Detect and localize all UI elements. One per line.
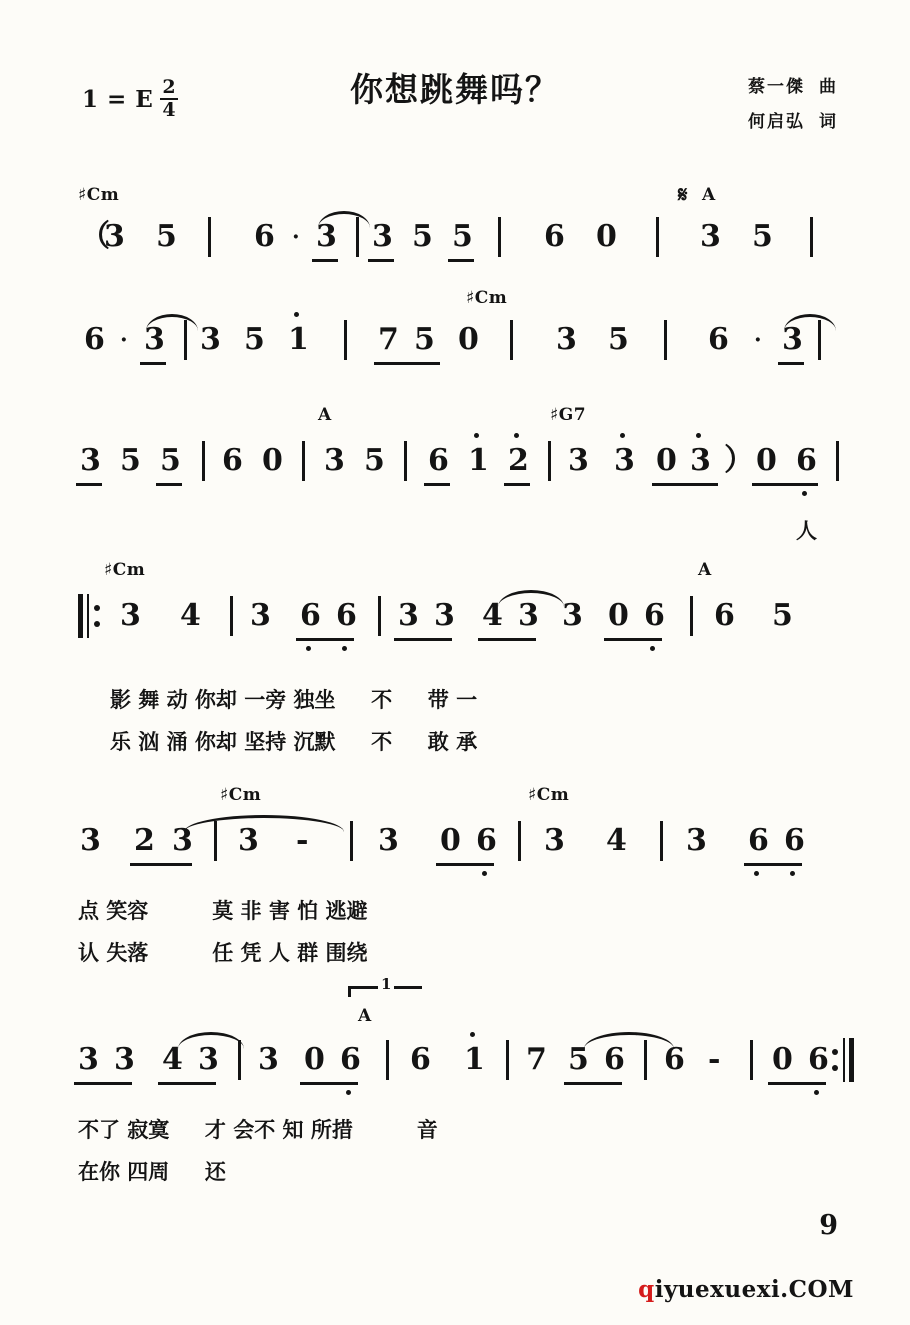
barline (350, 821, 353, 861)
barline (378, 596, 381, 636)
chord-symbol: ♯Cm (466, 288, 508, 308)
chord-symbol: A (698, 560, 712, 580)
beam (76, 483, 102, 486)
barline (498, 217, 501, 257)
octave-dot (620, 433, 625, 438)
barline (750, 1040, 753, 1080)
chord-symbol: A (358, 1006, 372, 1026)
time-signature-denominator: 4 (162, 99, 177, 121)
barline (506, 1040, 509, 1080)
music-system-6 (0, 975, 910, 1184)
barline (690, 596, 693, 636)
barline (518, 821, 521, 861)
barline (810, 217, 813, 257)
beam (652, 483, 718, 486)
slur (784, 314, 836, 331)
octave-dot (474, 433, 479, 438)
beam (296, 638, 354, 641)
beam (312, 259, 338, 262)
key-signature-label: 1 = E (82, 85, 154, 113)
octave-dot-low (342, 646, 347, 651)
segno-icon: 𝄋 (678, 182, 688, 208)
barline (644, 1040, 647, 1080)
chord-symbol: ♯Cm (78, 185, 120, 205)
octave-dot-low (306, 646, 311, 651)
watermark-text: iyuexuexi.COM (654, 1276, 854, 1303)
barline (510, 320, 513, 360)
beam (140, 362, 166, 365)
slur (178, 1032, 244, 1049)
beam (74, 1082, 132, 1085)
note-row: （ 3 5 6 · 3 3 5 5 6 0 3 5 (0, 215, 910, 279)
beam (478, 638, 536, 641)
octave-dot-low (650, 646, 655, 651)
lyricist-role: 词 (819, 111, 838, 132)
page-number: 9 (819, 1210, 838, 1241)
slur (318, 211, 370, 228)
beam (604, 638, 662, 641)
lyric-line-2: 乐 汹 涌 你却 坚持 沉默 不 敢 承 (110, 729, 478, 754)
page-title: 你想跳舞吗？ (350, 70, 560, 109)
composer-role: 曲 (819, 77, 838, 97)
lyric-text: 人 (796, 518, 818, 543)
beam (768, 1082, 826, 1085)
slur (146, 314, 198, 331)
barline (386, 1040, 389, 1080)
beam (778, 362, 804, 365)
octave-dot-low (790, 871, 795, 876)
composer-credit (748, 70, 838, 105)
music-system-4 (0, 560, 910, 754)
octave-dot-low (346, 1090, 351, 1095)
lyric-line-2: 认 失落 任 凭 人 群 围绕 (78, 940, 368, 965)
note-row: 6 · 3 3 5 1 7 5 0 3 5 6 · 3 (0, 318, 910, 382)
note-row: 3 5 5 6 0 3 5 6 1 2 3 3 0 3 ） 0 6 (0, 439, 910, 503)
beam (424, 483, 450, 486)
time-signature-numerator: 2 (162, 76, 177, 98)
beam (448, 259, 474, 262)
note-row: 3 4 3 6 6 3 3 4 3 3 0 6 6 5 (0, 594, 910, 658)
beam (504, 483, 530, 486)
first-ending-bracket (348, 975, 422, 1008)
chord-symbol: ♯Cm (104, 560, 146, 580)
barline (548, 441, 551, 481)
octave-dot-low (754, 871, 759, 876)
beam (158, 1082, 216, 1085)
barline (818, 320, 821, 360)
ending-number: 1 (378, 975, 394, 993)
lyric-line-1: 影 舞 动 你却 一旁 独坐 不 带 一 (110, 687, 478, 712)
barline (356, 217, 359, 257)
barline (202, 441, 205, 481)
chord-symbol: ♯Cm (528, 785, 570, 805)
beam (564, 1082, 622, 1085)
beam (368, 259, 394, 262)
lyric-line-2: 在你 四周 还 (78, 1159, 226, 1184)
slur (584, 1032, 674, 1049)
beam (752, 483, 818, 486)
music-system-1 (0, 182, 910, 254)
barline (836, 441, 839, 481)
beam (394, 638, 452, 641)
watermark-prefix: q (638, 1276, 655, 1303)
chord-symbol: A (702, 185, 716, 205)
barline (230, 596, 233, 636)
lyric-line-1: 不了 寂寞 才 会不 知 所措 音 (78, 1117, 438, 1142)
credits (748, 70, 838, 140)
barline (656, 217, 659, 257)
lyric-line-1: 点 笑容 莫 非 害 怕 逃避 (78, 898, 368, 923)
octave-dot-low (814, 1090, 819, 1095)
barline (664, 320, 667, 360)
beam (374, 362, 440, 365)
barline (208, 217, 211, 257)
music-system-2 (0, 288, 910, 357)
octave-dot-low (482, 871, 487, 876)
octave-dot (696, 433, 701, 438)
beam (436, 863, 494, 866)
lyricist-credit (748, 105, 838, 140)
slur (184, 815, 344, 832)
octave-dot-low (802, 491, 807, 496)
barline (184, 320, 187, 360)
composer-name: 蔡一傑 (748, 77, 805, 97)
barline (302, 441, 305, 481)
lyricist-name: 何启弘 (748, 111, 805, 132)
beam (130, 863, 192, 866)
note-row: 3 2 3 3 - 3 0 6 3 4 3 6 6 (0, 819, 910, 883)
barline (404, 441, 407, 481)
chord-symbol: ♯Cm (220, 785, 262, 805)
chord-symbol: ♯G7 (550, 405, 587, 425)
repeat-end-barline (826, 1038, 854, 1082)
beam (744, 863, 802, 866)
barline (660, 821, 663, 861)
beam (300, 1082, 358, 1085)
site-watermark (638, 1276, 854, 1303)
beam (156, 483, 182, 486)
slur (498, 590, 564, 607)
barline (344, 320, 347, 360)
barline (238, 1040, 241, 1080)
octave-dot (294, 312, 299, 317)
chord-symbol: A (318, 405, 332, 425)
octave-dot (470, 1032, 475, 1037)
note-row: 3 3 4 3 3 0 6 6 1 7 5 6 6 - 0 6 (0, 1038, 910, 1102)
octave-dot (514, 433, 519, 438)
music-system-3 (0, 405, 910, 543)
music-system-5 (0, 785, 910, 965)
barline (214, 821, 217, 861)
